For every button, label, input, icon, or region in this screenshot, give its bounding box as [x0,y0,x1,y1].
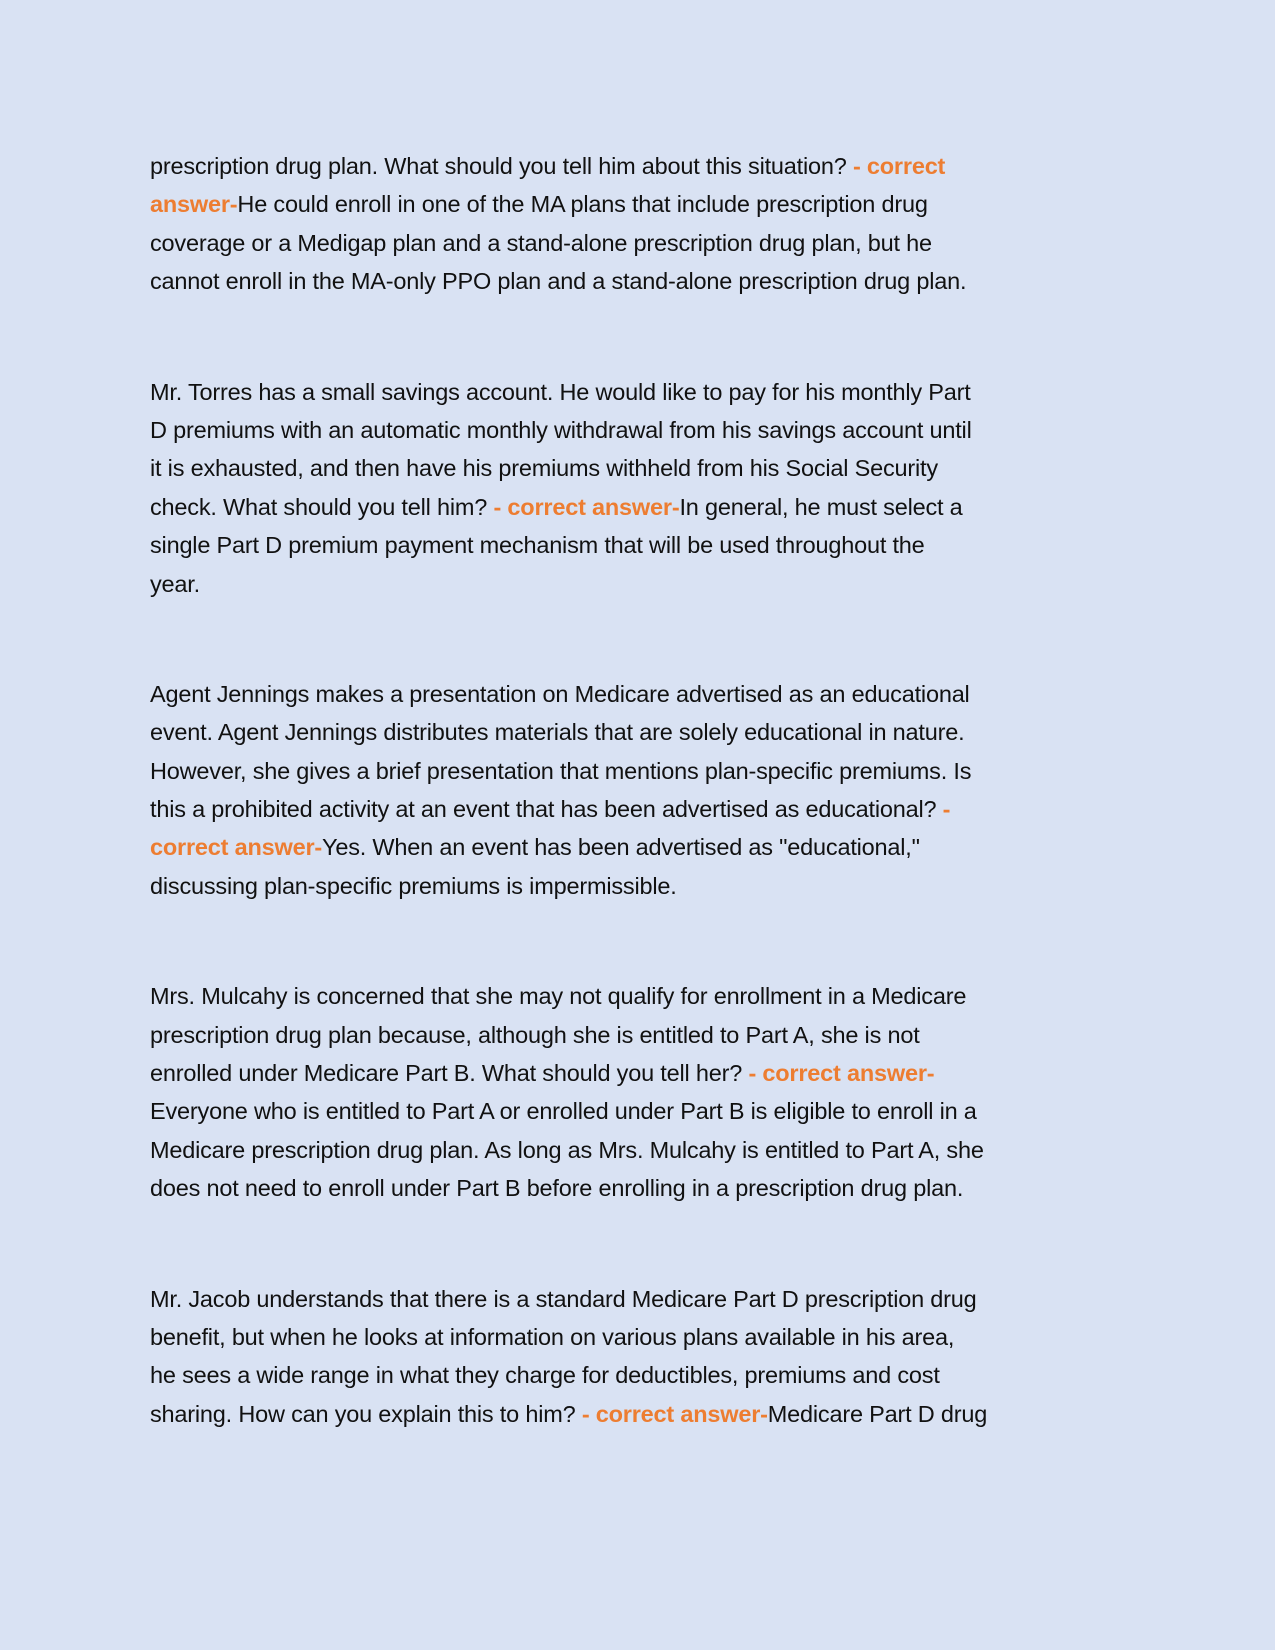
text-segment: discussing plan-specific premiums is impermissible. [150,872,677,899]
text-line [150,977,1140,1015]
text-line [150,1169,1140,1207]
correct-answer-label: - [942,796,951,823]
text-segment: D premiums with an automatic monthly withdrawal from his savings account until [150,416,972,443]
text-segment: In general, he must select a [679,493,963,520]
qa-paragraph [150,373,1140,603]
text-line [150,526,1140,564]
text-line [150,713,1140,751]
correct-answer-label: - correct answer- [493,493,680,520]
text-segment: Yes. When an event has been advertised as "educational," [322,834,920,861]
text-line [150,1054,1140,1092]
text-segment: check. What should you tell him? [150,493,494,520]
text-line [150,373,1140,411]
text-segment: cannot enroll in the MA-only PPO plan and a stand-alone prescription drug plan. [150,268,967,295]
text-segment: he sees a wide range in what they charge for deductibles, premiums and cost [150,1362,940,1389]
text-segment: sharing. How can you explain this to him? [150,1400,582,1427]
text-segment: Mr. Jacob understands that there is a standard Medicare Part D prescription drug [150,1285,977,1312]
text-line [150,1395,1140,1433]
text-line [150,867,1140,905]
correct-answer-label: - correct answer- [581,1400,768,1427]
text-segment: Agent Jennings makes a presentation on Medicare advertised as an educational [150,680,970,707]
text-line [150,1356,1140,1394]
text-line [150,828,1140,866]
text-segment: Mrs. Mulcahy is concerned that she may not qualify for enrollment in a Medicare [150,983,967,1010]
correct-answer-label: answer- [150,191,238,218]
text-line [150,1318,1140,1356]
correct-answer-label: - correct answer- [748,1060,935,1087]
text-segment: Medicare prescription drug plan. As long as Mrs. Mulcahy is entitled to Part A, she [150,1136,984,1163]
text-segment: prescription drug plan because, although she is entitled to Part A, she is not [150,1021,920,1048]
text-line [150,147,1140,185]
text-segment: Medicare Part D drug [767,1400,988,1427]
text-segment: benefit, but when he looks at information on various plans available in his area, [150,1323,955,1350]
text-segment: Everyone who is entitled to Part A or enrolled under Part B is eligible to enroll in a [150,1098,977,1125]
text-line [150,1280,1140,1318]
correct-answer-label: correct answer- [150,834,323,861]
text-line [150,262,1140,300]
text-line [150,1016,1140,1054]
text-line [150,224,1140,262]
qa-paragraph [150,1280,1140,1434]
text-segment: However, she gives a brief presentation that mentions plan-specific premiums. Is [150,757,972,784]
text-line [150,1131,1140,1169]
document-page [150,147,1140,1505]
text-segment: coverage or a Medigap plan and a stand-alone prescription drug plan, but he [150,229,932,256]
text-segment: does not need to enroll under Part B before enrolling in a prescription drug plan. [150,1175,964,1202]
text-segment: Mr. Torres has a small savings account. He would like to pay for his monthly Part [150,378,971,405]
text-segment: enrolled under Medicare Part B. What should you tell her? [150,1060,749,1087]
text-segment: it is exhausted, and then have his premiums withheld from his Social Security [150,455,938,482]
text-line [150,411,1140,449]
text-segment: He could enroll in one of the MA plans that include prescription drug [237,191,928,218]
text-segment: year. [150,570,200,597]
qa-paragraph [150,147,1140,301]
text-segment: event. Agent Jennings distributes materials that are solely educational in nature. [150,719,965,746]
qa-paragraph [150,675,1140,905]
qa-paragraph [150,977,1140,1207]
text-segment: prescription drug plan. What should you tell him about this situation? [150,153,853,179]
text-segment: this a prohibited activity at an event that has been advertised as educational? [150,796,943,823]
correct-answer-label: - correct [852,153,946,179]
text-line [150,790,1140,828]
text-line [150,675,1140,713]
text-line [150,565,1140,603]
text-line [150,1092,1140,1130]
text-segment: single Part D premium payment mechanism that will be used throughout the [150,532,925,559]
text-line [150,185,1140,223]
text-line [150,488,1140,526]
text-line [150,449,1140,487]
text-line [150,752,1140,790]
